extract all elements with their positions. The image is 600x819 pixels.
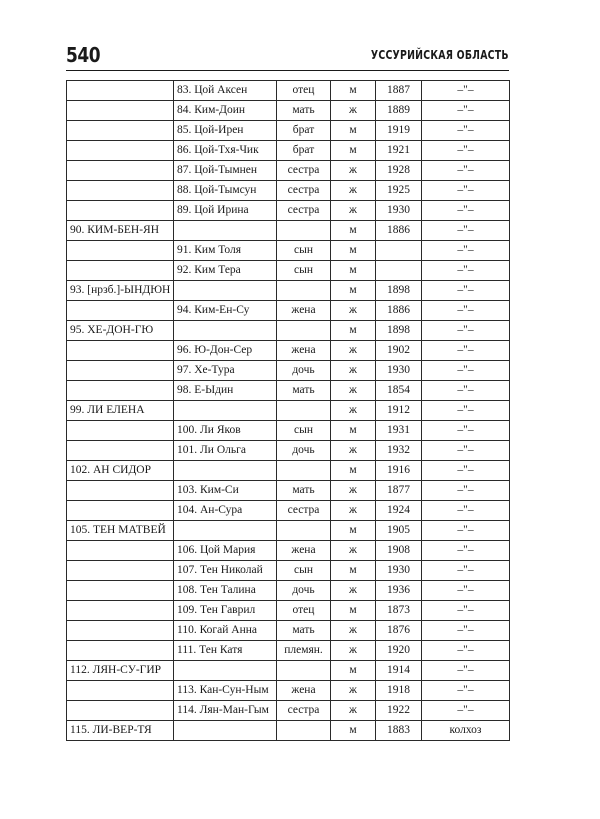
table-row (67, 401, 510, 421)
relation-cell (277, 321, 331, 341)
sex-cell: ж (331, 201, 376, 221)
note-cell: –"– (422, 441, 510, 461)
family-member-cell (174, 281, 277, 301)
sex-cell: м (331, 261, 376, 281)
relation-cell: сын (277, 421, 331, 441)
table-row (67, 461, 510, 481)
birth-year-cell: 1930 (376, 361, 422, 381)
household-head-cell (67, 121, 174, 141)
household-head-cell: 95. ХЕ-ДОН-ГЮ (67, 321, 174, 341)
note-cell: –"– (422, 561, 510, 581)
birth-year-cell: 1873 (376, 601, 422, 621)
relation-cell: жена (277, 301, 331, 321)
table-row (67, 261, 510, 281)
household-head-cell (67, 161, 174, 181)
note-cell: –"– (422, 501, 510, 521)
sex-cell: м (331, 461, 376, 481)
table-row (67, 361, 510, 381)
table-row (67, 681, 510, 701)
table-row (67, 521, 510, 541)
relation-cell: мать (277, 481, 331, 501)
sex-cell: м (331, 721, 376, 741)
family-member-cell: 88. Цой-Тымсун (174, 181, 277, 201)
household-head-cell (67, 441, 174, 461)
sex-cell: ж (331, 381, 376, 401)
family-roster-table (66, 80, 510, 741)
table-row (67, 281, 510, 301)
note-cell: –"– (422, 521, 510, 541)
household-head-cell (67, 701, 174, 721)
table-row (67, 381, 510, 401)
note-cell: –"– (422, 161, 510, 181)
relation-cell (277, 401, 331, 421)
household-head-cell (67, 541, 174, 561)
relation-cell (277, 521, 331, 541)
table-row (67, 421, 510, 441)
sex-cell: ж (331, 541, 376, 561)
household-head-cell: 102. АН СИДОР (67, 461, 174, 481)
household-head-cell (67, 601, 174, 621)
note-cell: –"– (422, 101, 510, 121)
household-head-cell (67, 641, 174, 661)
birth-year-cell: 1854 (376, 381, 422, 401)
note-cell: –"– (422, 241, 510, 261)
sex-cell: ж (331, 181, 376, 201)
table-row (67, 321, 510, 341)
household-head-cell (67, 501, 174, 521)
running-title: УССУРИЙСКАЯ ОБЛАСТЬ (371, 48, 509, 62)
birth-year-cell: 1928 (376, 161, 422, 181)
family-member-cell: 83. Цой Аксен (174, 81, 277, 101)
birth-year-cell: 1876 (376, 621, 422, 641)
table-row (67, 721, 510, 741)
sex-cell: м (331, 281, 376, 301)
relation-cell: отец (277, 81, 331, 101)
birth-year-cell: 1883 (376, 721, 422, 741)
relation-cell: сын (277, 561, 331, 581)
birth-year-cell: 1922 (376, 701, 422, 721)
household-head-cell (67, 361, 174, 381)
sex-cell: м (331, 241, 376, 261)
relation-cell (277, 721, 331, 741)
relation-cell: сын (277, 241, 331, 261)
relation-cell: мать (277, 381, 331, 401)
relation-cell (277, 661, 331, 681)
relation-cell: сестра (277, 501, 331, 521)
family-member-cell (174, 221, 277, 241)
table-row (67, 221, 510, 241)
relation-cell: племян. (277, 641, 331, 661)
table-row (67, 341, 510, 361)
family-member-cell: 110. Когай Анна (174, 621, 277, 641)
relation-cell: сестра (277, 201, 331, 221)
relation-cell: сестра (277, 701, 331, 721)
family-member-cell: 113. Кан-Сун-Ным (174, 681, 277, 701)
household-head-cell (67, 241, 174, 261)
birth-year-cell: 1930 (376, 561, 422, 581)
page-number: 540 (66, 43, 101, 67)
birth-year-cell: 1908 (376, 541, 422, 561)
household-head-cell (67, 181, 174, 201)
household-head-cell (67, 341, 174, 361)
table-row (67, 81, 510, 101)
family-member-cell: 84. Ким-Доин (174, 101, 277, 121)
sex-cell: ж (331, 161, 376, 181)
relation-cell: жена (277, 341, 331, 361)
family-member-cell: 109. Тен Гаврил (174, 601, 277, 621)
household-head-cell (67, 481, 174, 501)
family-member-cell: 101. Ли Ольга (174, 441, 277, 461)
table-row (67, 501, 510, 521)
sex-cell: ж (331, 361, 376, 381)
sex-cell: ж (331, 301, 376, 321)
note-cell: –"– (422, 181, 510, 201)
family-member-cell: 98. Е-Ыдин (174, 381, 277, 401)
note-cell: –"– (422, 621, 510, 641)
family-member-cell: 111. Тен Катя (174, 641, 277, 661)
table-row (67, 541, 510, 561)
relation-cell: жена (277, 541, 331, 561)
birth-year-cell: 1877 (376, 481, 422, 501)
birth-year-cell: 1920 (376, 641, 422, 661)
table-row (67, 601, 510, 621)
family-member-cell: 100. Ли Яков (174, 421, 277, 441)
birth-year-cell: 1921 (376, 141, 422, 161)
relation-cell: дочь (277, 361, 331, 381)
note-cell: –"– (422, 481, 510, 501)
household-head-cell (67, 141, 174, 161)
family-member-cell (174, 461, 277, 481)
relation-cell: дочь (277, 581, 331, 601)
sex-cell: м (331, 321, 376, 341)
birth-year-cell: 1889 (376, 101, 422, 121)
note-cell: –"– (422, 281, 510, 301)
household-head-cell: 115. ЛИ-ВЕР-ТЯ (67, 721, 174, 741)
family-member-cell: 107. Тен Николай (174, 561, 277, 581)
household-head-cell (67, 581, 174, 601)
sex-cell: м (331, 521, 376, 541)
note-cell: –"– (422, 541, 510, 561)
table-row (67, 181, 510, 201)
household-head-cell: 105. ТЕН МАТВЕЙ (67, 521, 174, 541)
family-member-cell (174, 321, 277, 341)
relation-cell: мать (277, 621, 331, 641)
note-cell: –"– (422, 381, 510, 401)
sex-cell: ж (331, 341, 376, 361)
birth-year-cell: 1918 (376, 681, 422, 701)
sex-cell: м (331, 141, 376, 161)
sex-cell: ж (331, 621, 376, 641)
relation-cell: мать (277, 101, 331, 121)
birth-year-cell: 1924 (376, 501, 422, 521)
note-cell: –"– (422, 421, 510, 441)
household-head-cell: 93. [нрзб.]-ЫНДЮН (67, 281, 174, 301)
family-member-cell: 114. Лян-Ман-Гым (174, 701, 277, 721)
household-head-cell: 90. КИМ-БЕН-ЯН (67, 221, 174, 241)
roster-body (67, 81, 510, 741)
note-cell: –"– (422, 341, 510, 361)
table-row (67, 241, 510, 261)
birth-year-cell: 1887 (376, 81, 422, 101)
note-cell: –"– (422, 461, 510, 481)
relation-cell (277, 461, 331, 481)
birth-year-cell: 1898 (376, 321, 422, 341)
table-row (67, 161, 510, 181)
birth-year-cell: 1914 (376, 661, 422, 681)
birth-year-cell (376, 261, 422, 281)
family-member-cell: 89. Цой Ирина (174, 201, 277, 221)
sex-cell: м (331, 661, 376, 681)
household-head-cell (67, 261, 174, 281)
sex-cell: ж (331, 581, 376, 601)
birth-year-cell (376, 241, 422, 261)
sex-cell: м (331, 221, 376, 241)
household-head-cell (67, 301, 174, 321)
table-row (67, 301, 510, 321)
note-cell: –"– (422, 361, 510, 381)
family-member-cell (174, 661, 277, 681)
birth-year-cell: 1931 (376, 421, 422, 441)
sex-cell: м (331, 601, 376, 621)
birth-year-cell: 1925 (376, 181, 422, 201)
sex-cell: м (331, 81, 376, 101)
birth-year-cell: 1930 (376, 201, 422, 221)
birth-year-cell: 1905 (376, 521, 422, 541)
family-member-cell (174, 401, 277, 421)
family-member-cell (174, 721, 277, 741)
household-head-cell (67, 381, 174, 401)
family-member-cell: 92. Ким Тера (174, 261, 277, 281)
note-cell: –"– (422, 701, 510, 721)
note-cell: –"– (422, 221, 510, 241)
table-row (67, 561, 510, 581)
note-cell: –"– (422, 601, 510, 621)
table-row (67, 621, 510, 641)
relation-cell (277, 221, 331, 241)
sex-cell: ж (331, 701, 376, 721)
family-member-cell: 91. Ким Толя (174, 241, 277, 261)
family-member-cell (174, 521, 277, 541)
relation-cell: отец (277, 601, 331, 621)
relation-cell: брат (277, 141, 331, 161)
table-row (67, 661, 510, 681)
birth-year-cell: 1936 (376, 581, 422, 601)
table-row (67, 701, 510, 721)
note-cell: –"– (422, 141, 510, 161)
relation-cell: сын (277, 261, 331, 281)
sex-cell: ж (331, 101, 376, 121)
birth-year-cell: 1886 (376, 221, 422, 241)
family-member-cell: 86. Цой-Тхя-Чик (174, 141, 277, 161)
relation-cell: сестра (277, 181, 331, 201)
page-header (66, 44, 509, 71)
family-member-cell: 103. Ким-Си (174, 481, 277, 501)
birth-year-cell: 1912 (376, 401, 422, 421)
household-head-cell (67, 81, 174, 101)
birth-year-cell: 1886 (376, 301, 422, 321)
sex-cell: ж (331, 481, 376, 501)
family-member-cell: 104. Ан-Сура (174, 501, 277, 521)
sex-cell: ж (331, 441, 376, 461)
note-cell: –"– (422, 121, 510, 141)
family-member-cell: 108. Тен Талина (174, 581, 277, 601)
household-head-cell: 99. ЛИ ЕЛЕНА (67, 401, 174, 421)
note-cell: –"– (422, 81, 510, 101)
household-head-cell: 112. ЛЯН-СУ-ГИР (67, 661, 174, 681)
sex-cell: ж (331, 501, 376, 521)
note-cell: –"– (422, 681, 510, 701)
family-member-cell: 94. Ким-Ен-Су (174, 301, 277, 321)
note-cell: –"– (422, 661, 510, 681)
sex-cell: м (331, 561, 376, 581)
table-row (67, 581, 510, 601)
household-head-cell (67, 621, 174, 641)
note-cell: –"– (422, 201, 510, 221)
family-member-cell: 87. Цой-Тымнен (174, 161, 277, 181)
household-head-cell (67, 561, 174, 581)
household-head-cell (67, 101, 174, 121)
sex-cell: ж (331, 681, 376, 701)
birth-year-cell: 1902 (376, 341, 422, 361)
sex-cell: ж (331, 401, 376, 421)
family-member-cell: 106. Цой Мария (174, 541, 277, 561)
relation-cell (277, 281, 331, 301)
household-head-cell (67, 421, 174, 441)
birth-year-cell: 1898 (376, 281, 422, 301)
sex-cell: м (331, 121, 376, 141)
note-cell: –"– (422, 641, 510, 661)
table-row (67, 121, 510, 141)
table-row (67, 141, 510, 161)
birth-year-cell: 1932 (376, 441, 422, 461)
table-row (67, 641, 510, 661)
family-member-cell: 96. Ю-Дон-Сер (174, 341, 277, 361)
household-head-cell (67, 201, 174, 221)
birth-year-cell: 1919 (376, 121, 422, 141)
relation-cell: жена (277, 681, 331, 701)
birth-year-cell: 1916 (376, 461, 422, 481)
relation-cell: брат (277, 121, 331, 141)
household-head-cell (67, 681, 174, 701)
table-row (67, 441, 510, 461)
note-cell: –"– (422, 321, 510, 341)
sex-cell: ж (331, 641, 376, 661)
relation-cell: сестра (277, 161, 331, 181)
relation-cell: дочь (277, 441, 331, 461)
sex-cell: м (331, 421, 376, 441)
note-cell: колхоз (422, 721, 510, 741)
note-cell: –"– (422, 261, 510, 281)
table-row (67, 481, 510, 501)
table-row (67, 201, 510, 221)
family-member-cell: 97. Хе-Тура (174, 361, 277, 381)
table-row (67, 101, 510, 121)
family-member-cell: 85. Цой-Ирен (174, 121, 277, 141)
note-cell: –"– (422, 401, 510, 421)
note-cell: –"– (422, 581, 510, 601)
note-cell: –"– (422, 301, 510, 321)
